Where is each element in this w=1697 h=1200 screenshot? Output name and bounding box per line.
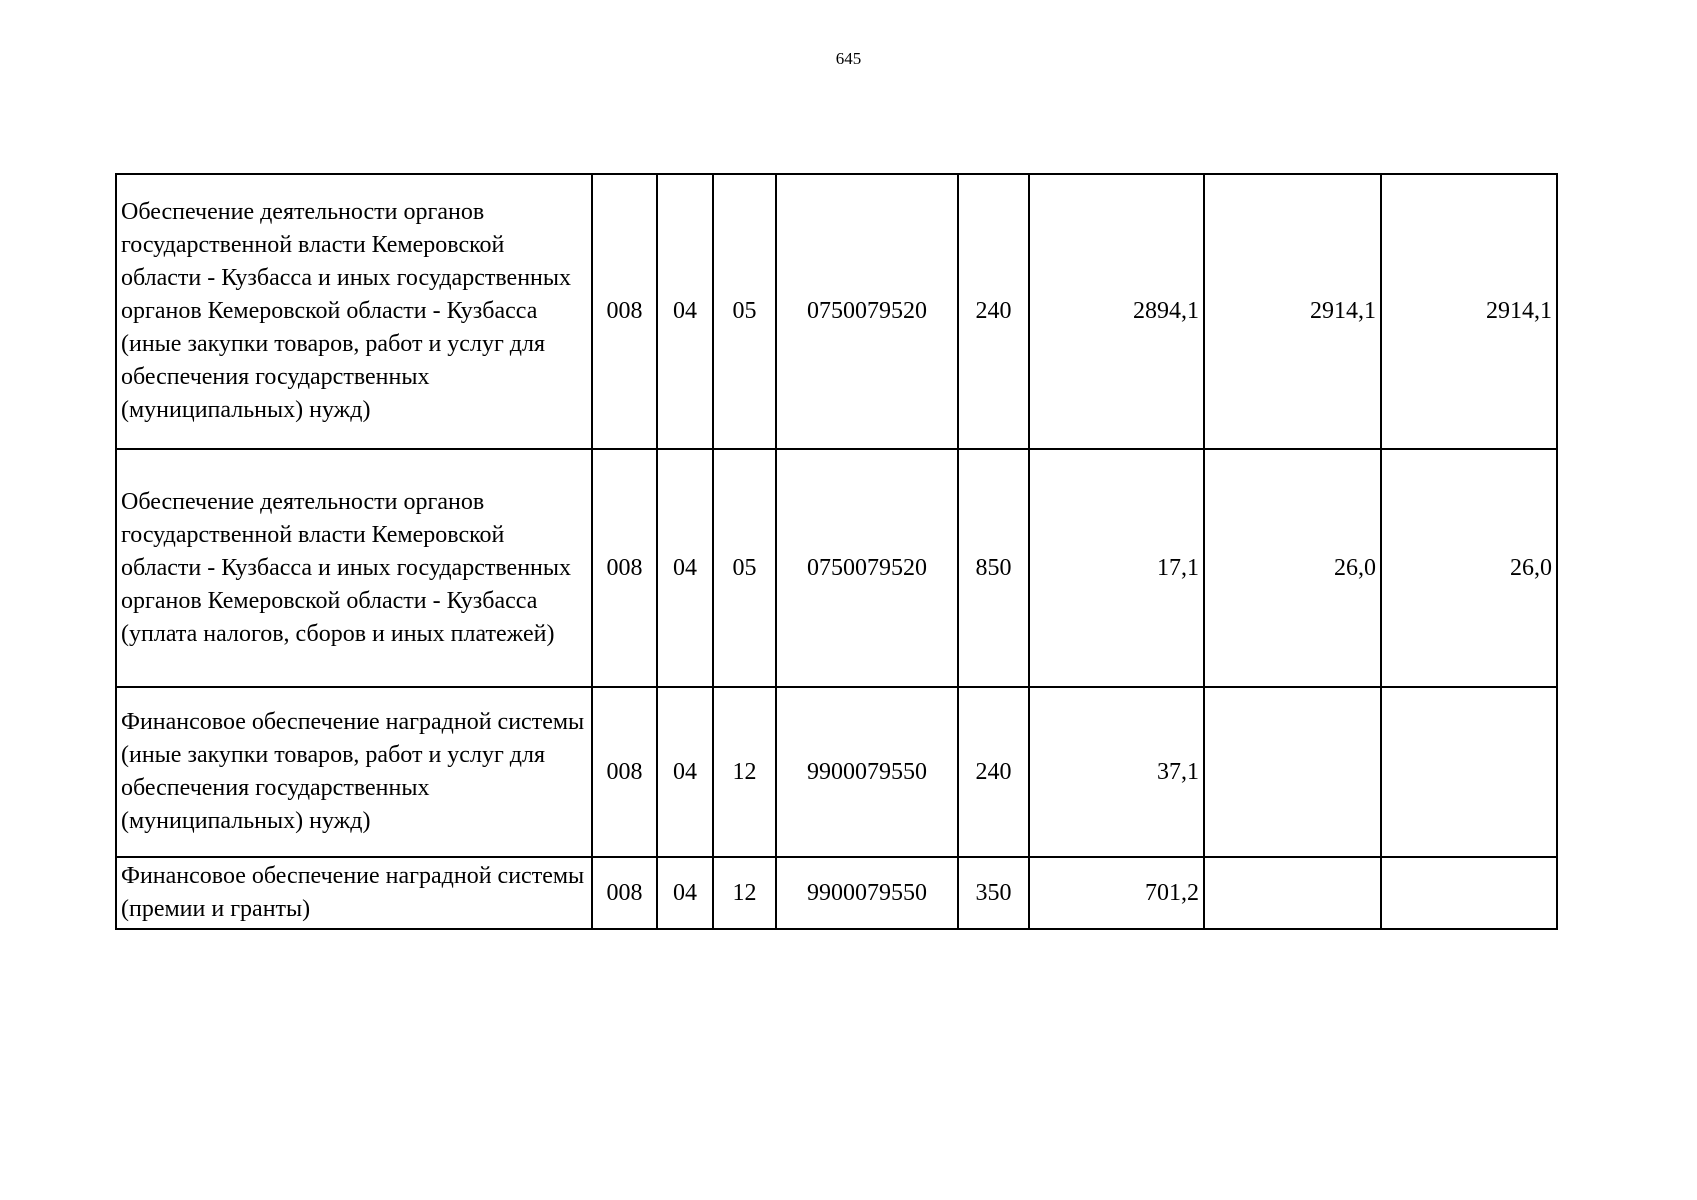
target-article-code: 9900079550 (776, 687, 958, 857)
ministry-code: 008 (592, 857, 657, 929)
amount-2: 26,0 (1204, 449, 1381, 687)
section-code: 04 (657, 174, 713, 449)
table-row (116, 449, 1557, 687)
table-row (116, 687, 1557, 857)
page-number: 645 (835, 49, 862, 68)
section-code: 04 (657, 687, 713, 857)
subsection-code: 05 (713, 174, 776, 449)
ministry-code: 008 (592, 174, 657, 449)
table-row (116, 857, 1557, 929)
expense-type-code: 850 (958, 449, 1029, 687)
section-code: 04 (657, 857, 713, 929)
amount-2: 2914,1 (1204, 174, 1381, 449)
amount-3: 2914,1 (1381, 174, 1557, 449)
expense-type-code: 350 (958, 857, 1029, 929)
expense-type-code: 240 (958, 687, 1029, 857)
target-article-code: 0750079520 (776, 449, 958, 687)
table-row (116, 174, 1557, 449)
target-article-code: 0750079520 (776, 174, 958, 449)
row-description: Обеспечение деятельности органов государственной власти Кемеровской области - Кузбасса и иных государственных органов Кемеровской области - Кузбасса (иные закупки товаров, работ и услуг для обеспечения государственных (муниципальных) нужд) (116, 174, 592, 449)
subsection-code: 12 (713, 687, 776, 857)
amount-3 (1381, 687, 1557, 857)
target-article-code: 9900079550 (776, 857, 958, 929)
amount-1: 2894,1 (1029, 174, 1204, 449)
ministry-code: 008 (592, 687, 657, 857)
row-description: Финансовое обеспечение наградной системы (иные закупки товаров, работ и услуг для обеспечения государственных (муниципальных) нужд) (116, 687, 592, 857)
ministry-code: 008 (592, 449, 657, 687)
section-code: 04 (657, 449, 713, 687)
amount-2 (1204, 857, 1381, 929)
row-description: Финансовое обеспечение наградной системы (премии и гранты) (116, 857, 592, 929)
amount-1: 701,2 (1029, 857, 1204, 929)
amount-3 (1381, 857, 1557, 929)
budget-table (115, 173, 1558, 930)
amount-1: 37,1 (1029, 687, 1204, 857)
subsection-code: 05 (713, 449, 776, 687)
subsection-code: 12 (713, 857, 776, 929)
amount-1: 17,1 (1029, 449, 1204, 687)
expense-type-code: 240 (958, 174, 1029, 449)
amount-3: 26,0 (1381, 449, 1557, 687)
row-description: Обеспечение деятельности органов государственной власти Кемеровской области - Кузбасса и иных государственных органов Кемеровской области - Кузбасса (уплата налогов, сборов и иных платежей) (116, 449, 592, 687)
amount-2 (1204, 687, 1381, 857)
